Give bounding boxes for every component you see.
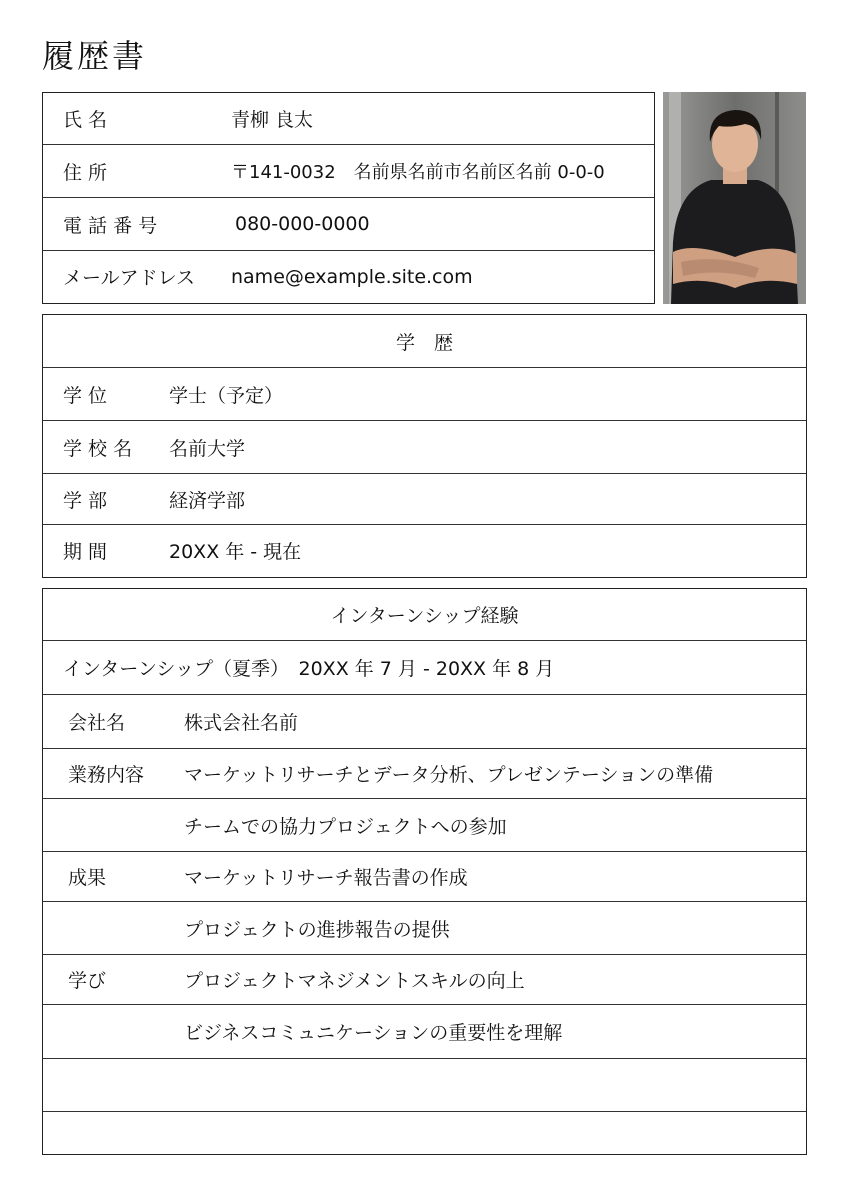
faculty-label: 学 部 xyxy=(63,489,108,512)
internship-row-empty xyxy=(43,1112,806,1153)
education-table xyxy=(42,314,807,578)
internship-row-empty xyxy=(43,1059,806,1112)
internship-row xyxy=(43,799,806,852)
address-row xyxy=(43,145,654,198)
phone-value: 080-000-0000 xyxy=(235,213,370,235)
address-label: 住 所 xyxy=(63,161,108,184)
learning-value-2: ビジネスコミュニケーションの重要性を理解 xyxy=(184,1022,563,1044)
period-value: 20XX 年 - 現在 xyxy=(169,541,302,563)
page-title: 履歴書 xyxy=(42,37,148,75)
school-value: 名前大学 xyxy=(169,437,246,460)
internship-row xyxy=(43,955,806,1005)
portrait-image xyxy=(663,92,806,304)
education-header xyxy=(43,315,806,368)
phone-label: 電 話 番 号 xyxy=(63,214,158,237)
learning-value: プロジェクトマネジメントスキルの向上 xyxy=(184,970,525,992)
education-row-school xyxy=(43,421,806,474)
email-label: メールアドレス xyxy=(63,267,196,289)
internship-row xyxy=(43,1005,806,1059)
internship-table xyxy=(42,588,807,1155)
internship-period-row xyxy=(43,641,806,695)
profile-photo xyxy=(663,92,806,304)
name-label: 氏 名 xyxy=(63,109,108,131)
period-label: 期 間 xyxy=(63,541,108,563)
email-row xyxy=(43,251,654,302)
results-value: マーケットリサーチ報告書の作成 xyxy=(184,867,468,889)
results-label: 成果 xyxy=(68,867,107,889)
company-value: 株式会社名前 xyxy=(184,712,299,734)
internship-row xyxy=(43,852,806,902)
education-row-degree xyxy=(43,368,806,421)
degree-label: 学 位 xyxy=(63,384,108,407)
address-value: 〒141-0032 名前県名前市名前区名前 0-0-0 xyxy=(231,162,605,183)
name-row xyxy=(43,93,654,145)
internship-row xyxy=(43,695,806,749)
profile-table xyxy=(42,92,655,304)
learning-label: 学び xyxy=(68,970,107,992)
email-value: name@example.site.com xyxy=(231,265,473,288)
internship-header xyxy=(43,589,806,641)
internship-row xyxy=(43,902,806,955)
internship-period: インターンシップ（夏季） 20XX 年 7 月 - 20XX 年 8 月 xyxy=(63,658,555,680)
name-value: 青柳 良太 xyxy=(231,109,314,131)
school-label: 学 校 名 xyxy=(63,437,133,460)
phone-row xyxy=(43,198,654,251)
internship-row xyxy=(43,749,806,799)
internship-header-label: インターンシップ経験 xyxy=(330,605,519,627)
duties-value-2: チームでの協力プロジェクトへの参加 xyxy=(184,815,507,838)
education-row-period xyxy=(43,525,806,576)
results-value-2: プロジェクトの進捗報告の提供 xyxy=(184,918,450,941)
company-label: 会社名 xyxy=(68,712,126,734)
education-row-faculty xyxy=(43,474,806,525)
duties-label: 業務内容 xyxy=(68,764,145,786)
degree-value: 学士（予定） xyxy=(169,384,284,407)
faculty-value: 経済学部 xyxy=(169,489,246,512)
duties-value: マーケットリサーチとデータ分析、プレゼンテーションの準備 xyxy=(184,764,714,786)
education-header-label: 学 歴 xyxy=(395,331,453,354)
